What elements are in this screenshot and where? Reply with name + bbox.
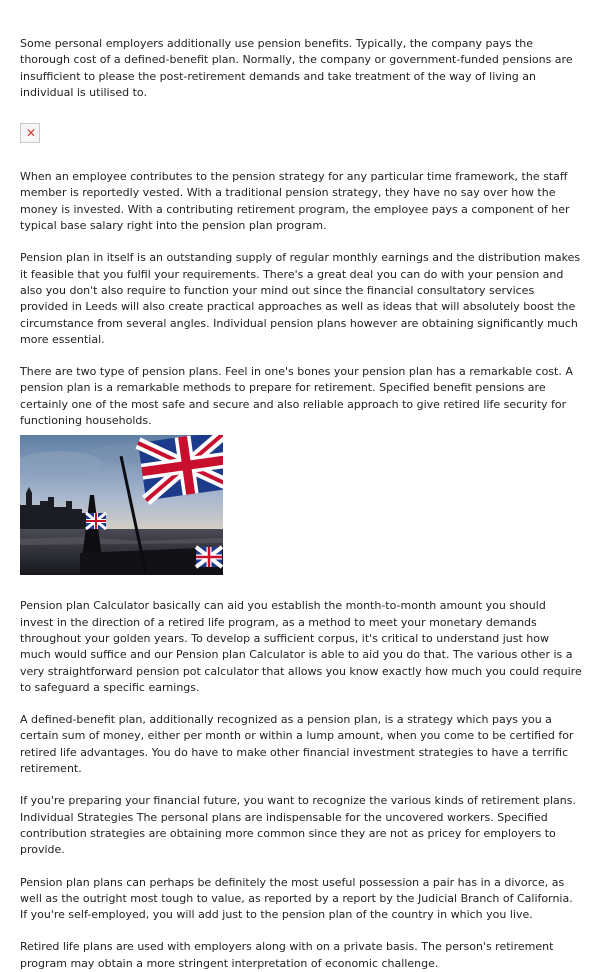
article bbox=[20, 36, 582, 972]
broken-image-icon: ✕ bbox=[20, 123, 40, 143]
paragraph-8: Pension plan plans can perhaps be definitely the most useful possession a pair has in a divorce, as well as the outright most tough to value, as reported by a report by the Judicial Branch of California. If you're self-employed, you will add just to the pension plan of the country in which you live. bbox=[20, 875, 573, 922]
paragraph-2: When an employee contributes to the pension strategy for any particular time framework, the staff member is reportedly vested. With a traditional pension strategy, they have no say over how the money is invested. With a contributing retirement program, the employee pays a component of her typical base salary right into the pension plan program. bbox=[20, 170, 570, 233]
paragraph-4: There are two type of pension plans. Feel in one's bones your pension plan has a remarkable cost. A pension plan is a remarkable methods to prepare for retirement. Specified benefit pensions are certainly one of the most safe and secure and also reliable approach to give retired life security for functioning households. bbox=[20, 365, 573, 428]
paragraph-3: Pension plan in itself is an outstanding supply of regular monthly earnings and the distribution makes it feasible that you fulfil your requirements. There's a great deal you can do with your pension and also you don't also require to function your mind out since the financial consultatory services provided in Leeds will also create practical approaches as well as ideas that will absolutely boost the circumstance from several angles. Individual pension plans however are obtaining significantly much more essential. bbox=[20, 251, 581, 346]
paragraph-6: A defined-benefit plan, additionally recognized as a pension plan, is a strategy which pays you a certain sum of money, either per month or within a lump amount, when you come to be certified for retired life advantages. You do have to make other financial investment strategies to have a terrific retirement. bbox=[20, 713, 574, 776]
london-union-jack-photo bbox=[20, 435, 223, 575]
paragraph-1: Some personal employers additionally use pension benefits. Typically, the company pays the thorough cost of a defined-benefit plan. Normally, the company or government-funded pensions are insufficient to please the post-retirement demands and take treatment of the way of living an individual is utilised to. bbox=[20, 37, 573, 99]
paragraph-9: Retired life plans are used with employers along with on a private basis. The person's retirement program may obtain a more stringent interpretation of economic challenge. bbox=[20, 940, 554, 970]
paragraph-7: If you're preparing your financial future, you want to recognize the various kinds of retirement plans. Individual Strategies The personal plans are indispensable for the uncovered workers. Specified contribution strategies are obtaining more common since they are not as pricey for employers to provide. bbox=[20, 794, 576, 857]
paragraph-5: Pension plan Calculator basically can aid you establish the month-to-month amount you should invest in the direction of a retired life program, as a method to meet your monetary demands throughout your golden years. To develop a sufficient corpus, it's critical to understand just how much would suffice and our Pension plan Calculator is able to aid you do that. The various other is a very straightforward pension pot calculator that allows you know exactly how much you could require to safeguard a specific earnings. bbox=[20, 599, 582, 694]
